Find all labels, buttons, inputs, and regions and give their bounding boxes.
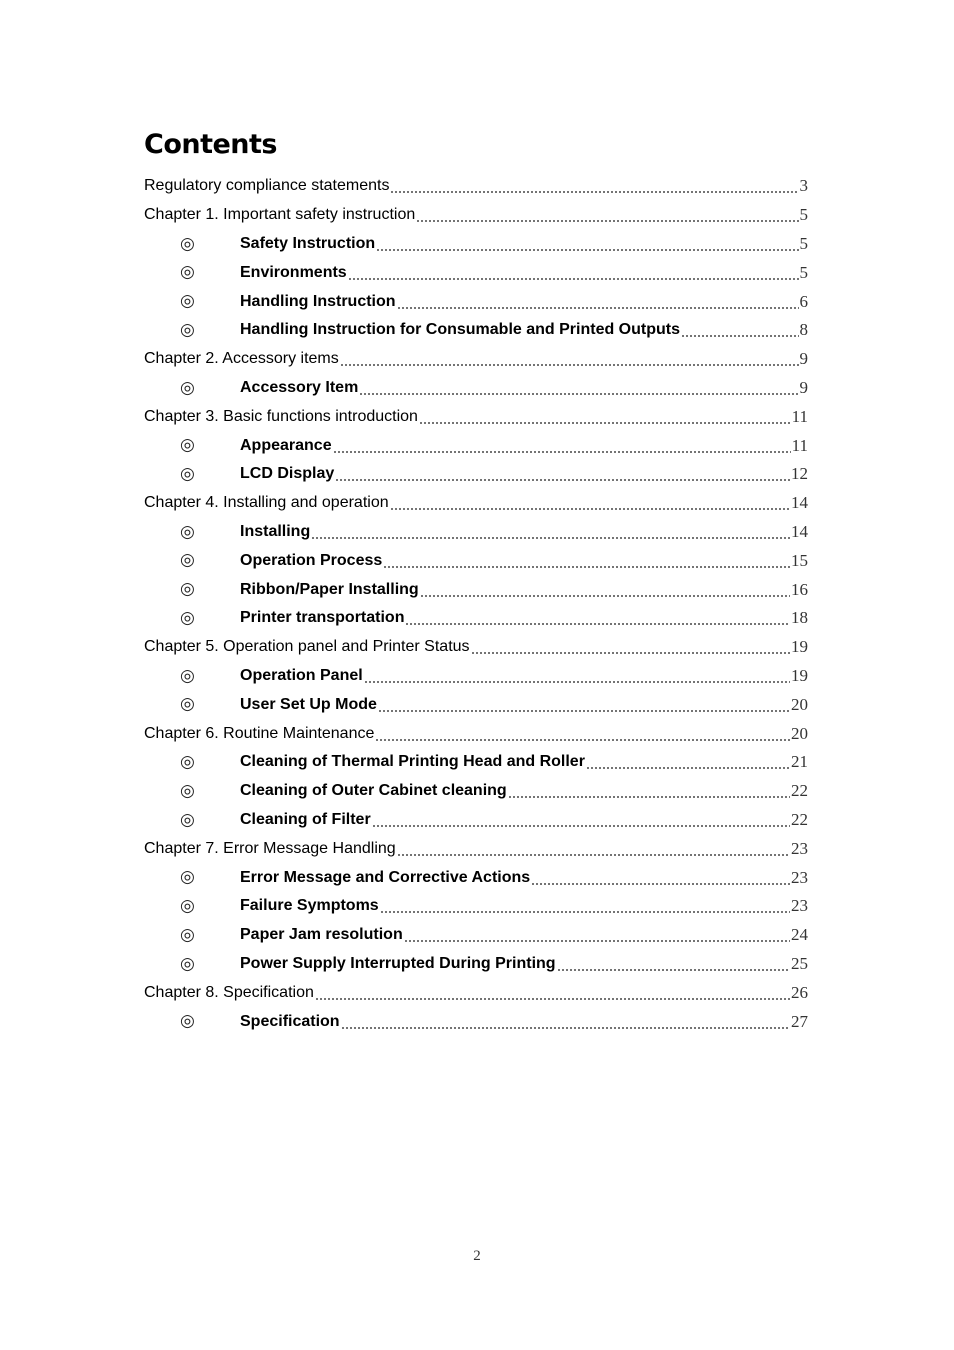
- toc-subentry[interactable]: [144, 546, 808, 575]
- dot-leader: [420, 582, 790, 598]
- toc-entry-page: 22: [791, 809, 808, 829]
- toc-entry-page: 5: [799, 262, 808, 282]
- toc-entry-label: Specification: [240, 1012, 340, 1030]
- toc-subentry[interactable]: [144, 806, 808, 835]
- bullet-double-circle-icon: ◎: [180, 751, 195, 772]
- toc-entry-page: 9: [799, 377, 808, 397]
- toc-entry-page: 19: [791, 637, 808, 657]
- toc-entry-label: Failure Symptoms: [240, 897, 379, 915]
- toc-entry-label: Safety Instruction: [240, 234, 376, 252]
- toc-entry-label: Operation Process: [240, 551, 383, 569]
- bullet-double-circle-icon: ◎: [180, 291, 195, 312]
- dot-leader: [383, 553, 790, 569]
- page-number: 2: [473, 1248, 481, 1264]
- dot-leader: [375, 726, 790, 742]
- toc-entry-label: Chapter 4. Installing and operation: [144, 494, 389, 512]
- dot-leader: [397, 294, 799, 310]
- toc-entry-page: 18: [791, 608, 808, 628]
- dot-leader: [416, 207, 798, 223]
- dot-leader: [335, 466, 790, 482]
- toc-entry-page: 23: [791, 867, 808, 887]
- toc-entry-page: 9: [799, 349, 808, 369]
- toc-entry-label: Accessory Item: [240, 378, 359, 396]
- dot-leader: [557, 956, 790, 972]
- bullet-double-circle-icon: ◎: [180, 607, 195, 628]
- bullet-double-circle-icon: ◎: [180, 665, 195, 686]
- bullet-double-circle-icon: ◎: [180, 1011, 195, 1032]
- toc-entry[interactable]: [144, 633, 808, 662]
- toc-subentry[interactable]: [144, 604, 808, 633]
- toc-entry[interactable]: [144, 834, 808, 863]
- dot-leader: [315, 985, 790, 1001]
- toc-entry-page: 23: [791, 896, 808, 916]
- dot-leader: [376, 236, 798, 252]
- toc-entry-label: Regulatory compliance statements: [144, 177, 390, 195]
- toc-entry[interactable]: [144, 489, 808, 518]
- toc-entry-page: 11: [791, 435, 808, 455]
- dot-leader: [340, 351, 799, 367]
- toc-entry-label: Operation Panel: [240, 666, 363, 684]
- bullet-double-circle-icon: ◎: [180, 233, 195, 254]
- toc-entry-label: Paper Jam resolution: [240, 926, 403, 944]
- toc-entry[interactable]: [144, 172, 808, 201]
- toc-subentry[interactable]: [144, 431, 808, 460]
- dot-leader: [333, 438, 791, 454]
- toc-entry-page: 25: [791, 953, 808, 973]
- dot-leader: [348, 265, 799, 281]
- toc-entry-label: Handling Instruction: [240, 292, 396, 310]
- toc-entry-label: Chapter 2. Accessory items: [144, 350, 339, 368]
- toc-entry-page: 22: [791, 781, 808, 801]
- toc-entry-label: Handling Instruction for Consumable and Printed Outputs: [240, 321, 680, 339]
- toc-entry[interactable]: [144, 978, 808, 1007]
- dot-leader: [404, 927, 790, 943]
- bullet-double-circle-icon: ◎: [180, 521, 195, 542]
- bullet-double-circle-icon: ◎: [180, 780, 195, 801]
- toc-subentry[interactable]: [144, 950, 808, 979]
- toc-entry-page: 14: [791, 521, 808, 541]
- bullet-double-circle-icon: ◎: [180, 319, 195, 340]
- toc-subentry[interactable]: [144, 892, 808, 921]
- dot-leader: [419, 409, 791, 425]
- toc-entry-page: 3: [799, 176, 808, 196]
- bullet-double-circle-icon: ◎: [180, 694, 195, 715]
- dot-leader: [311, 524, 790, 540]
- bullet-double-circle-icon: ◎: [180, 924, 195, 945]
- toc-subentry[interactable]: [144, 518, 808, 547]
- toc-entry-label: Cleaning of Outer Cabinet cleaning: [240, 782, 507, 800]
- toc-subentry[interactable]: [144, 374, 808, 403]
- bullet-double-circle-icon: ◎: [180, 377, 195, 398]
- toc-subentry[interactable]: [144, 230, 808, 259]
- toc-entry-page: 5: [799, 205, 808, 225]
- toc-entry-label: Appearance: [240, 436, 332, 454]
- toc-entry-label: Cleaning of Filter: [240, 810, 371, 828]
- toc-entry-page: 14: [791, 493, 808, 513]
- toc-entry-label: Power Supply Interrupted During Printing: [240, 954, 556, 972]
- bullet-double-circle-icon: ◎: [180, 463, 195, 484]
- bullet-double-circle-icon: ◎: [180, 579, 195, 600]
- toc-subentry[interactable]: [144, 662, 808, 691]
- toc-subentry[interactable]: [144, 1007, 808, 1036]
- dot-leader: [372, 812, 790, 828]
- toc-entry-label: Installing: [240, 522, 311, 540]
- toc-entry-page: 5: [799, 233, 808, 253]
- toc-entry[interactable]: [144, 719, 808, 748]
- dot-leader: [681, 322, 799, 338]
- toc-entry-label: Chapter 1. Important safety instruction: [144, 206, 416, 224]
- toc-entry-page: 19: [791, 665, 808, 685]
- toc-subentry[interactable]: [144, 460, 808, 489]
- bullet-double-circle-icon: ◎: [180, 435, 195, 456]
- bullet-double-circle-icon: ◎: [180, 262, 195, 283]
- toc-entry-page: 8: [799, 320, 808, 340]
- dot-leader: [380, 898, 790, 914]
- toc-entry-page: 15: [791, 550, 808, 570]
- toc-entry-page: 21: [791, 752, 808, 772]
- toc-entry-label: Chapter 7. Error Message Handling: [144, 839, 396, 857]
- toc-title: Contents: [144, 129, 278, 160]
- toc-entry-page: 11: [791, 406, 808, 426]
- dot-leader: [586, 754, 790, 770]
- toc-entry-label: Ribbon/Paper Installing: [240, 580, 419, 598]
- toc-entry-label: Environments: [240, 263, 347, 281]
- toc-entry-label: Chapter 5. Operation panel and Printer Status: [144, 638, 470, 656]
- toc-entry-page: 20: [791, 694, 808, 714]
- toc-subentry[interactable]: [144, 258, 808, 287]
- toc-entry-label: Error Message and Corrective Actions: [240, 868, 531, 886]
- toc-entry-label: User Set Up Mode: [240, 695, 377, 713]
- toc-subentry[interactable]: [144, 287, 808, 316]
- toc-entry-label: Chapter 6. Routine Maintenance: [144, 724, 375, 742]
- toc-entry[interactable]: [144, 345, 808, 374]
- table-of-contents: [144, 126, 808, 1036]
- bullet-double-circle-icon: ◎: [180, 809, 195, 830]
- dot-leader: [378, 697, 790, 713]
- toc-subentry[interactable]: [144, 748, 808, 777]
- dot-leader: [341, 1014, 790, 1030]
- toc-subentry[interactable]: [144, 316, 808, 345]
- dot-leader: [531, 870, 790, 886]
- toc-entry-label: Cleaning of Thermal Printing Head and Roller: [240, 753, 585, 771]
- toc-subentry[interactable]: [144, 575, 808, 604]
- toc-entry-label: Printer transportation: [240, 609, 405, 627]
- toc-subentry[interactable]: [144, 863, 808, 892]
- toc-entry-page: 24: [791, 925, 808, 945]
- dot-leader: [508, 783, 790, 799]
- toc-entry[interactable]: [144, 402, 808, 431]
- toc-entry-page: 26: [791, 982, 808, 1002]
- dot-leader: [364, 668, 790, 684]
- toc-subentry[interactable]: [144, 921, 808, 950]
- toc-entry[interactable]: [144, 201, 808, 230]
- bullet-double-circle-icon: ◎: [180, 953, 195, 974]
- toc-entry-page: 27: [791, 1011, 808, 1031]
- toc-entry-label: Chapter 3. Basic functions introduction: [144, 407, 418, 425]
- toc-entry-page: 23: [791, 838, 808, 858]
- dot-leader: [405, 610, 790, 626]
- dot-leader: [397, 841, 790, 857]
- toc-subentry[interactable]: [144, 690, 808, 719]
- bullet-double-circle-icon: ◎: [180, 867, 195, 888]
- toc-entry-page: 16: [791, 579, 808, 599]
- toc-entry-page: 12: [791, 464, 808, 484]
- dot-leader: [471, 639, 790, 655]
- toc-list: [144, 172, 808, 1036]
- toc-entry-label: Chapter 8. Specification: [144, 983, 314, 1001]
- dot-leader: [359, 380, 798, 396]
- bullet-double-circle-icon: ◎: [180, 550, 195, 571]
- toc-entry-label: LCD Display: [240, 465, 335, 483]
- dot-leader: [390, 495, 790, 511]
- toc-entry-page: 20: [791, 723, 808, 743]
- dot-leader: [390, 178, 798, 194]
- toc-entry-page: 6: [799, 291, 808, 311]
- bullet-double-circle-icon: ◎: [180, 895, 195, 916]
- toc-subentry[interactable]: [144, 777, 808, 806]
